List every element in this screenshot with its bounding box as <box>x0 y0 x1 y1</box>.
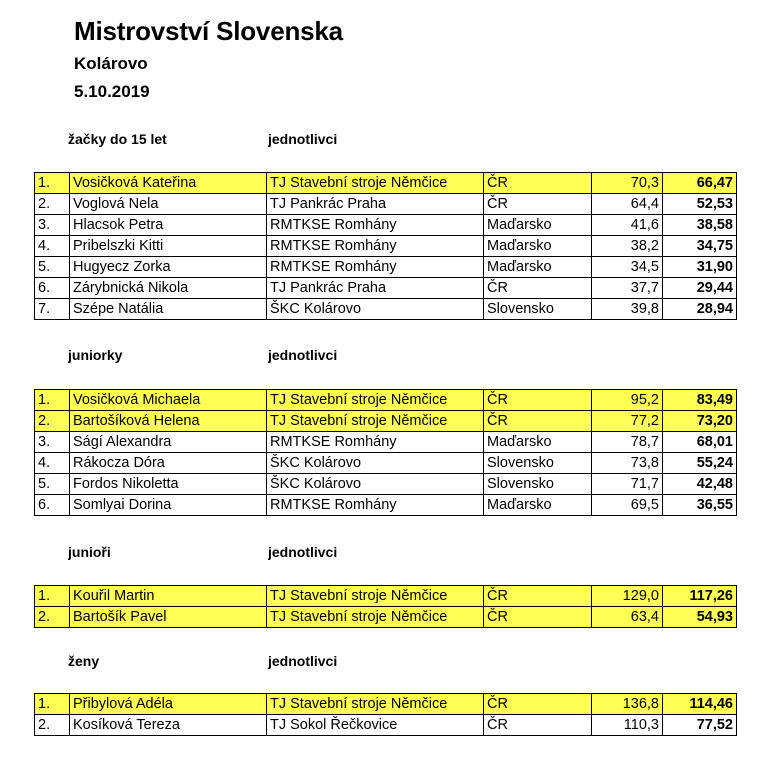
rank-cell: 5. <box>35 474 70 495</box>
total-cell: 117,26 <box>663 586 737 607</box>
competitor-name: Bartošíková Helena <box>70 411 267 432</box>
table-row <box>35 495 737 516</box>
section-category-4: ženy <box>68 653 100 669</box>
results-table-2 <box>34 389 737 516</box>
table-row <box>35 257 737 278</box>
total-cell: 68,01 <box>663 432 737 453</box>
club-name: RMTKSE Romhány <box>267 495 484 516</box>
score-cell: 69,5 <box>592 495 663 516</box>
competitor-name: Hugyecz Zorka <box>70 257 267 278</box>
table-row <box>35 586 737 607</box>
country: ČR <box>484 173 592 194</box>
club-name: TJ Sokol Řečkovice <box>267 715 484 736</box>
rank-cell: 1. <box>35 390 70 411</box>
rank-cell: 1. <box>35 694 70 715</box>
country: ČR <box>484 411 592 432</box>
table-row <box>35 299 737 320</box>
score-cell: 136,8 <box>592 694 663 715</box>
score-cell: 95,2 <box>592 390 663 411</box>
score-cell: 63,4 <box>592 607 663 628</box>
table-row <box>35 215 737 236</box>
score-cell: 64,4 <box>592 194 663 215</box>
total-cell: 28,94 <box>663 299 737 320</box>
country: Slovensko <box>484 299 592 320</box>
country: Maďarsko <box>484 236 592 257</box>
country: Slovensko <box>484 453 592 474</box>
country: Maďarsko <box>484 495 592 516</box>
club-name: TJ Stavební stroje Němčice <box>267 586 484 607</box>
score-cell: 110,3 <box>592 715 663 736</box>
page-title: Mistrovství Slovenska <box>74 16 343 46</box>
total-cell: 36,55 <box>663 495 737 516</box>
score-cell: 73,8 <box>592 453 663 474</box>
rank-cell: 4. <box>35 236 70 257</box>
country: Maďarsko <box>484 432 592 453</box>
country: ČR <box>484 694 592 715</box>
score-cell: 41,6 <box>592 215 663 236</box>
table-row <box>35 173 737 194</box>
table-row <box>35 453 737 474</box>
club-name: TJ Stavební stroje Němčice <box>267 607 484 628</box>
table-row <box>35 432 737 453</box>
total-cell: 29,44 <box>663 278 737 299</box>
rank-cell: 2. <box>35 194 70 215</box>
rank-cell: 2. <box>35 411 70 432</box>
rank-cell: 3. <box>35 215 70 236</box>
score-cell: 38,2 <box>592 236 663 257</box>
total-cell: 42,48 <box>663 474 737 495</box>
competitor-name: Pribelszki Kitti <box>70 236 267 257</box>
competitor-name: Szépe Natália <box>70 299 267 320</box>
table-row <box>35 411 737 432</box>
event-location: Kolárovo <box>74 54 148 73</box>
section-type-3: jednotlivci <box>268 544 338 560</box>
country: Maďarsko <box>484 215 592 236</box>
total-cell: 83,49 <box>663 390 737 411</box>
club-name: TJ Pankrác Praha <box>267 194 484 215</box>
table-row <box>35 194 737 215</box>
rank-cell: 1. <box>35 173 70 194</box>
event-date: 5.10.2019 <box>74 82 150 101</box>
total-cell: 31,90 <box>663 257 737 278</box>
competitor-name: Somlyai Dorina <box>70 495 267 516</box>
section-type-4: jednotlivci <box>268 653 338 669</box>
club-name: ŠKC Kolárovo <box>267 474 484 495</box>
table-row <box>35 715 737 736</box>
total-cell: 52,53 <box>663 194 737 215</box>
competitor-name: Zárybnická Nikola <box>70 278 267 299</box>
table-row <box>35 236 737 257</box>
section-category-1: žačky do 15 let <box>68 131 167 147</box>
competitor-name: Hlacsok Petra <box>70 215 267 236</box>
competitor-name: Rákocza Dóra <box>70 453 267 474</box>
club-name: TJ Pankrác Praha <box>267 278 484 299</box>
club-name: RMTKSE Romhány <box>267 236 484 257</box>
section-type-2: jednotlivci <box>268 347 338 363</box>
score-cell: 71,7 <box>592 474 663 495</box>
table-row <box>35 474 737 495</box>
section-category-3: junioři <box>68 544 111 560</box>
country: ČR <box>484 278 592 299</box>
total-cell: 38,58 <box>663 215 737 236</box>
results-table-3 <box>34 585 737 628</box>
total-cell: 114,46 <box>663 694 737 715</box>
table-row <box>35 390 737 411</box>
country: ČR <box>484 194 592 215</box>
score-cell: 39,8 <box>592 299 663 320</box>
country: Slovensko <box>484 474 592 495</box>
total-cell: 77,52 <box>663 715 737 736</box>
total-cell: 73,20 <box>663 411 737 432</box>
competitor-name: Vosičková Kateřina <box>70 173 267 194</box>
section-type-1: jednotlivci <box>268 131 338 147</box>
competitor-name: Fordos Nikoletta <box>70 474 267 495</box>
score-cell: 37,7 <box>592 278 663 299</box>
rank-cell: 6. <box>35 278 70 299</box>
country: ČR <box>484 607 592 628</box>
club-name: ŠKC Kolárovo <box>267 299 484 320</box>
competitor-name: Bartošík Pavel <box>70 607 267 628</box>
score-cell: 34,5 <box>592 257 663 278</box>
table-row <box>35 694 737 715</box>
competitor-name: Ságí Alexandra <box>70 432 267 453</box>
country: Maďarsko <box>484 257 592 278</box>
score-cell: 129,0 <box>592 586 663 607</box>
club-name: TJ Stavební stroje Němčice <box>267 694 484 715</box>
club-name: TJ Stavební stroje Němčice <box>267 173 484 194</box>
table-row <box>35 607 737 628</box>
results-table-1 <box>34 172 737 320</box>
competitor-name: Kosíková Tereza <box>70 715 267 736</box>
total-cell: 54,93 <box>663 607 737 628</box>
rank-cell: 1. <box>35 586 70 607</box>
competitor-name: Vosičková Michaela <box>70 390 267 411</box>
total-cell: 34,75 <box>663 236 737 257</box>
club-name: ŠKC Kolárovo <box>267 453 484 474</box>
rank-cell: 3. <box>35 432 70 453</box>
rank-cell: 2. <box>35 715 70 736</box>
total-cell: 66,47 <box>663 173 737 194</box>
rank-cell: 7. <box>35 299 70 320</box>
country: ČR <box>484 715 592 736</box>
rank-cell: 5. <box>35 257 70 278</box>
results-table-4 <box>34 693 737 736</box>
competitor-name: Kouřil Martin <box>70 586 267 607</box>
competitor-name: Přibylová Adéla <box>70 694 267 715</box>
club-name: RMTKSE Romhány <box>267 257 484 278</box>
club-name: TJ Stavební stroje Němčice <box>267 411 484 432</box>
rank-cell: 4. <box>35 453 70 474</box>
rank-cell: 2. <box>35 607 70 628</box>
table-row <box>35 278 737 299</box>
section-category-2: juniorky <box>68 347 123 363</box>
rank-cell: 6. <box>35 495 70 516</box>
total-cell: 55,24 <box>663 453 737 474</box>
country: ČR <box>484 586 592 607</box>
score-cell: 78,7 <box>592 432 663 453</box>
club-name: RMTKSE Romhány <box>267 432 484 453</box>
score-cell: 70,3 <box>592 173 663 194</box>
club-name: TJ Stavební stroje Němčice <box>267 390 484 411</box>
score-cell: 77,2 <box>592 411 663 432</box>
country: ČR <box>484 390 592 411</box>
club-name: RMTKSE Romhány <box>267 215 484 236</box>
competitor-name: Voglová Nela <box>70 194 267 215</box>
